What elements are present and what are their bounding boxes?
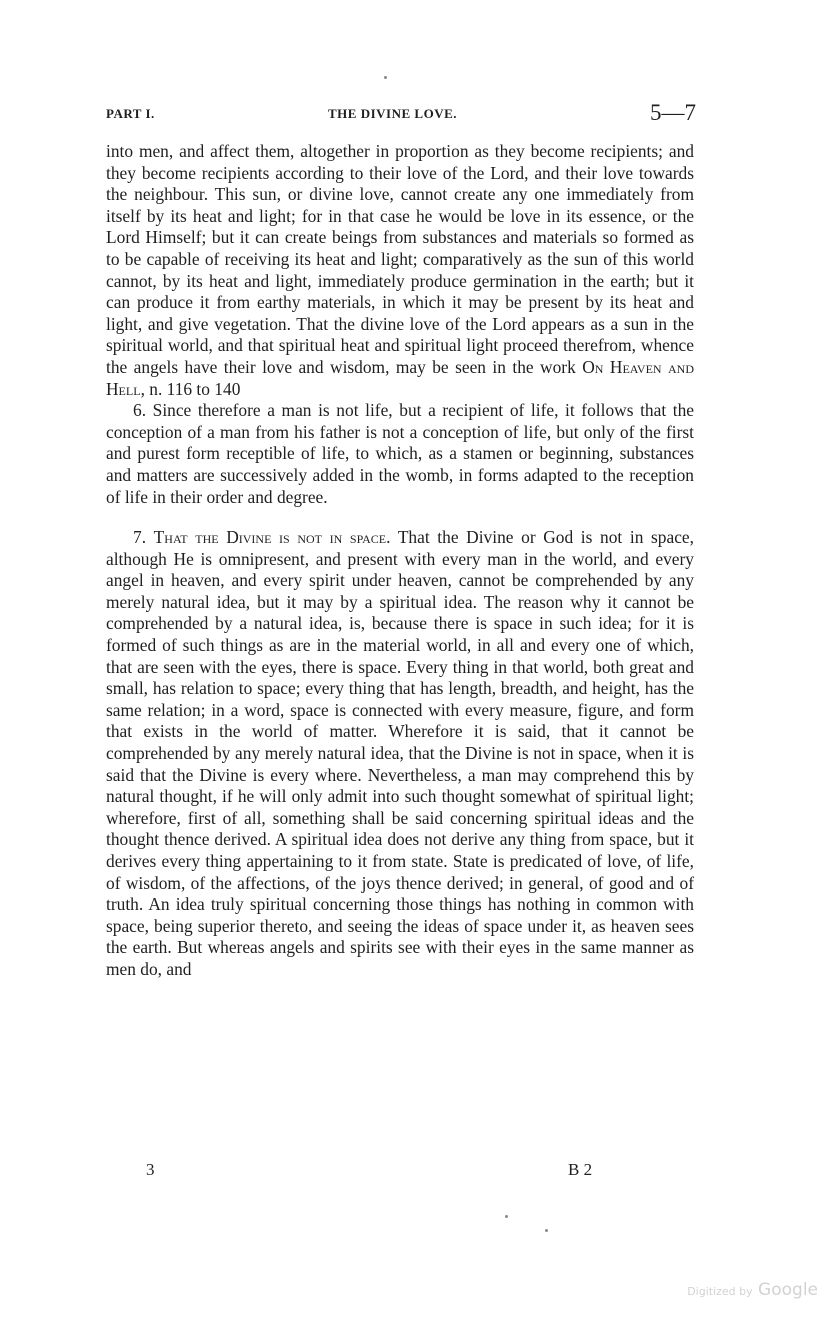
scan-speck: [545, 1229, 548, 1232]
header-page-numbers: 5—7: [650, 100, 696, 125]
work-reference: , n. 116 to 140: [140, 378, 241, 399]
scan-speck: [505, 1215, 508, 1218]
paragraph-text: That the Divine or God is not in space, although He is omnipresent, and present with every man in the world, and every angel in heaven, and every spirit under heaven, cannot be comprehended by any merely natural idea, but it may by a spiritual idea. The reason why it cannot be comprehended by a natural idea, is, because there is space in such idea; for it is formed of such things as are in the material world, in all and every one of which, that are seen with the eyes, there is space. Every thing in that world, both great and small, has relation to space; every thing that has length, breadth, and height, has the same relation; in a word, space is connected with every measure, figure, and form that exists in the world of matter. Wherefore it is said, that it cannot be comprehended by any merely natural idea, that the Divine is not in space, when it is said that the Divine is every where. Nevertheless, a man may comprehend this by natural thought, if he will only admit into such thought somewhat of spiritual light; wherefore, first of all, something shall be said concerning spiritual ideas and the thought thence derived. A spiritual idea does not derive any thing from space, but it derives every thing appertaining to it from state. State is predicated of love, of life, of wisdom, of the affections, of the joys thence derived; in general, of good and of truth. An idea truly spiritual concerning those things has nothing in common with space, being superior thereto, and seeing the ideas of space under it, as heaven sees the earth. But whereas angels and spirits see with their eyes in the same manner as men do, and: [106, 527, 694, 979]
paragraph-text: into men, and affect them, altogether in proportion as they become recipients; and they become recipients according to their love of the Lord, and their love towards the neighbour. This sun, or divine love, cannot create any one immediately from itself by its heat and light; for in that case he would be love in its essence, or the Lord Himself; but it can create beings from substances and materials so formed as to be capable of receiving its heat and light; comparatively as the sun of this world cannot, by its heat and light, immediately produce germination in the earth; but it can produce it from earthy materials, in which it may be present by its heat and light, and give vegetation. That the divine love of the Lord appears as a sun in the spiritual world, and that spiritual heat and spiritual light proceed therefrom, whence the angels have their love and wisdom, may be seen in the work: [106, 141, 694, 377]
running-header: [106, 100, 696, 128]
section-number: 7.: [133, 527, 147, 548]
header-part: PART I.: [106, 106, 155, 121]
watermark-prefix: Digitized by: [687, 1285, 753, 1298]
watermark-brand: Google: [758, 1280, 818, 1300]
page-footer: [106, 1160, 696, 1184]
paragraph-continuation: [106, 141, 694, 400]
body-text: [106, 141, 694, 981]
paragraph-7: [106, 527, 694, 980]
signature-number: 3: [146, 1160, 155, 1179]
header-title: THE DIVINE LOVE.: [328, 106, 457, 121]
work-title: On Heaven and Hell: [106, 356, 694, 399]
section-heading: That the Divine is not in space.: [153, 527, 391, 548]
scan-speck: [384, 76, 387, 79]
signature-mark: B 2: [568, 1160, 593, 1179]
digitization-watermark: [687, 1280, 818, 1300]
paragraph-6: 6. Since therefore a man is not life, but a recipient of life, it follows that the conception of a man from his father is not a conception of life, but only of the first and purest form receptible of life, to which, as a stamen or beginning, substances and matters are successively added in the womb, in forms adapted to the reception of life in their order and degree.: [106, 400, 694, 507]
